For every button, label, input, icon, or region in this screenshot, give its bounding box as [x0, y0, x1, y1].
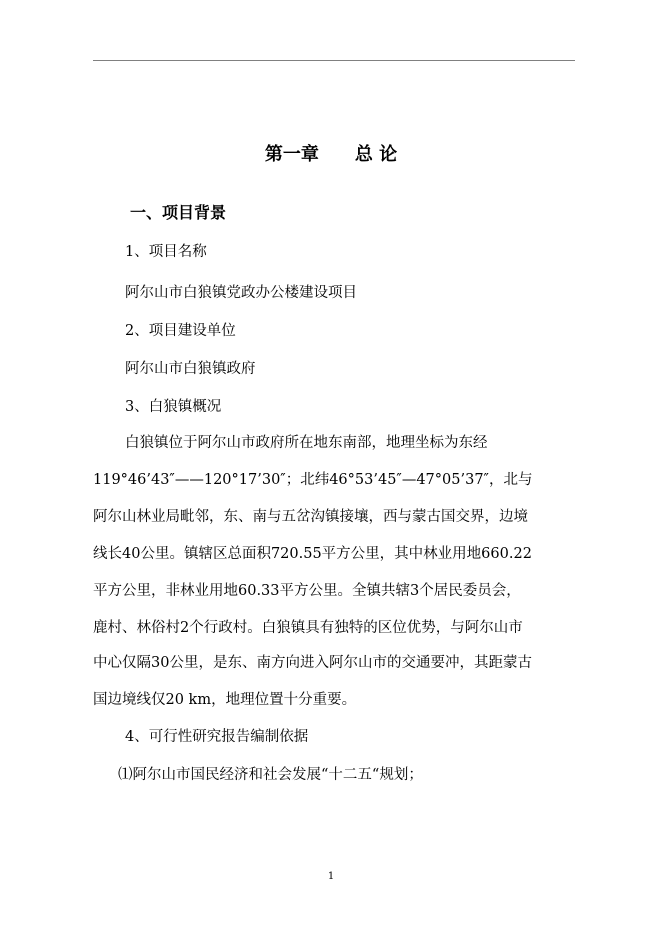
overview-line: 国边境线仅20 km，地理位置十分重要。 [93, 692, 357, 708]
item3-label: 3、白狼镇概况 [125, 399, 222, 415]
item1-label: 1、项目名称 [125, 244, 207, 260]
page-number: 1 [327, 871, 335, 882]
construction-unit: 阿尔山市白狼镇政府 [125, 361, 256, 377]
overview-line: 119°46’43″——120°17’30″；北纬46°53’45″—47°05’37″，北与 [93, 472, 533, 488]
chapter-title: 第一章 总 论 [264, 144, 398, 165]
item4-label: 4、可行性研究报告编制依据 [125, 729, 309, 745]
overview-line: 阿尔山林业局毗邻，东、南与五岔沟镇接壤，西与蒙古国交界，边境 [93, 509, 528, 525]
section-heading: 一、项目背景 [130, 203, 227, 222]
overview-line: 平方公里，非林业用地60.33平方公里。全镇共辖3个居民委员会， [93, 583, 521, 599]
header-rule [93, 60, 575, 61]
overview-line: 白狼镇位于阿尔山市政府所在地东南部，地理坐标为东经 [125, 435, 488, 451]
overview-line: 中心仅隔30公里，是东、南方向进入阿尔山市的交通要冲，其距蒙古 [93, 655, 532, 671]
project-name: 阿尔山市白狼镇党政办公楼建设项目 [125, 285, 357, 301]
overview-line: 线长40公里。镇辖区总面积720.55平方公里，其中林业用地660.22 [93, 546, 532, 562]
overview-line: 鹿村、林俗村2个行政村。白狼镇具有独特的区位优势，与阿尔山市 [93, 620, 523, 636]
basis-item-1: ⑴阿尔山市国民经济和社会发展“十二五“规划； [118, 767, 423, 783]
item2-label: 2、项目建设单位 [125, 323, 236, 339]
